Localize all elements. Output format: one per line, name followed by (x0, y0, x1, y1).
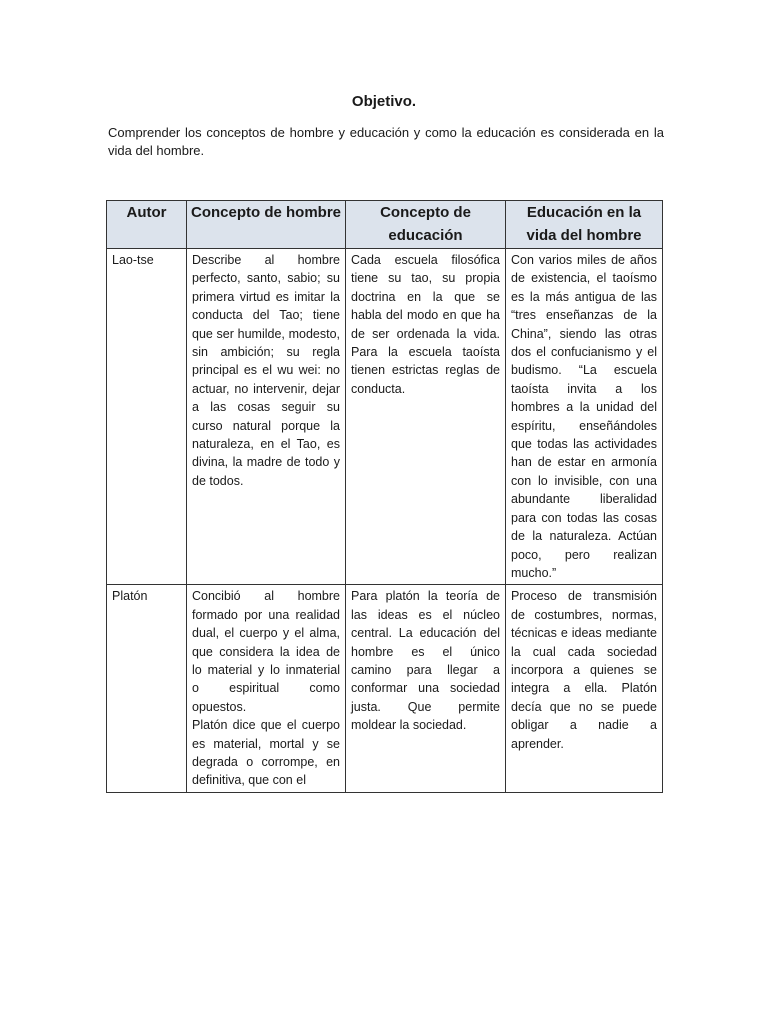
cell-autor: Platón (107, 585, 187, 792)
page-title: Objetivo. (351, 93, 417, 110)
cell-concepto-educacion: Para platón la teoría de las ideas es el núcleo central. La educación del hombre es el único camino para llegar a conformar una sociedad justa. Que permite moldear la sociedad. (346, 585, 506, 792)
concepts-table (106, 200, 663, 793)
cell-concepto-hombre (187, 585, 346, 792)
header-concepto-hombre: Concepto de hombre (187, 201, 346, 249)
table-row (107, 249, 663, 585)
header-concepto-educacion: Concepto de educación (346, 201, 506, 249)
intro-paragraph: Comprender los conceptos de hombre y educación y como la educación es considerada en la vida del hombre. (108, 125, 664, 158)
cell-concepto-hombre-p1: Concibió al hombre formado por una realidad dual, el cuerpo y el alma, que considera la idea de lo material y lo inmaterial o espiritual como opuestos. (192, 589, 340, 714)
cell-concepto-educacion: Cada escuela filosófica tiene su tao, su propia doctrina en la que se habla del modo en que ha de ser ordenada la vida. Para la escuela taoísta tienen estrictas reglas de conducta. (346, 249, 506, 585)
cell-educacion-vida: Proceso de transmisión de costumbres, normas, técnicas e ideas mediante la cual cada sociedad incorpora a quienes se integra a ella. Platón decía que no se puede obligar a nadie a aprender. (506, 585, 663, 792)
cell-concepto-hombre-p2: Platón dice que el cuerpo es material, mortal y se degrada o corrompe, en definitiva, que con el (192, 718, 340, 788)
header-autor: Autor (107, 201, 187, 249)
table-header-row (107, 201, 663, 249)
header-educacion-vida: Educación en la vida del hombre (506, 201, 663, 249)
table-row (107, 585, 663, 792)
cell-autor: Lao-tse (107, 249, 187, 585)
cell-educacion-vida: Con varios miles de años de existencia, el taoísmo es la más antigua de las “tres enseñanzas de la China”, siendo las otras dos el confucianismo y el budismo. “La escuela taoísta invita a los hombres a la unidad del espíritu, enseñándoles que todas las actividades han de estar en armonía con lo invisible, con una abundante liberalidad para con todas las cosas de la naturaleza. Actúan poco, pero realizan mucho.” (506, 249, 663, 585)
cell-concepto-hombre: Describe al hombre perfecto, santo, sabio; su primera virtud es imitar la conducta del Tao; tiene que ser humilde, modesto, sin ambición; su regla principal es el wu wei: no actuar, no intervenir, dejar a las cosas seguir su curso natural porque la naturaleza, en el Tao, es divina, la madre de todo y de todos. (187, 249, 346, 585)
